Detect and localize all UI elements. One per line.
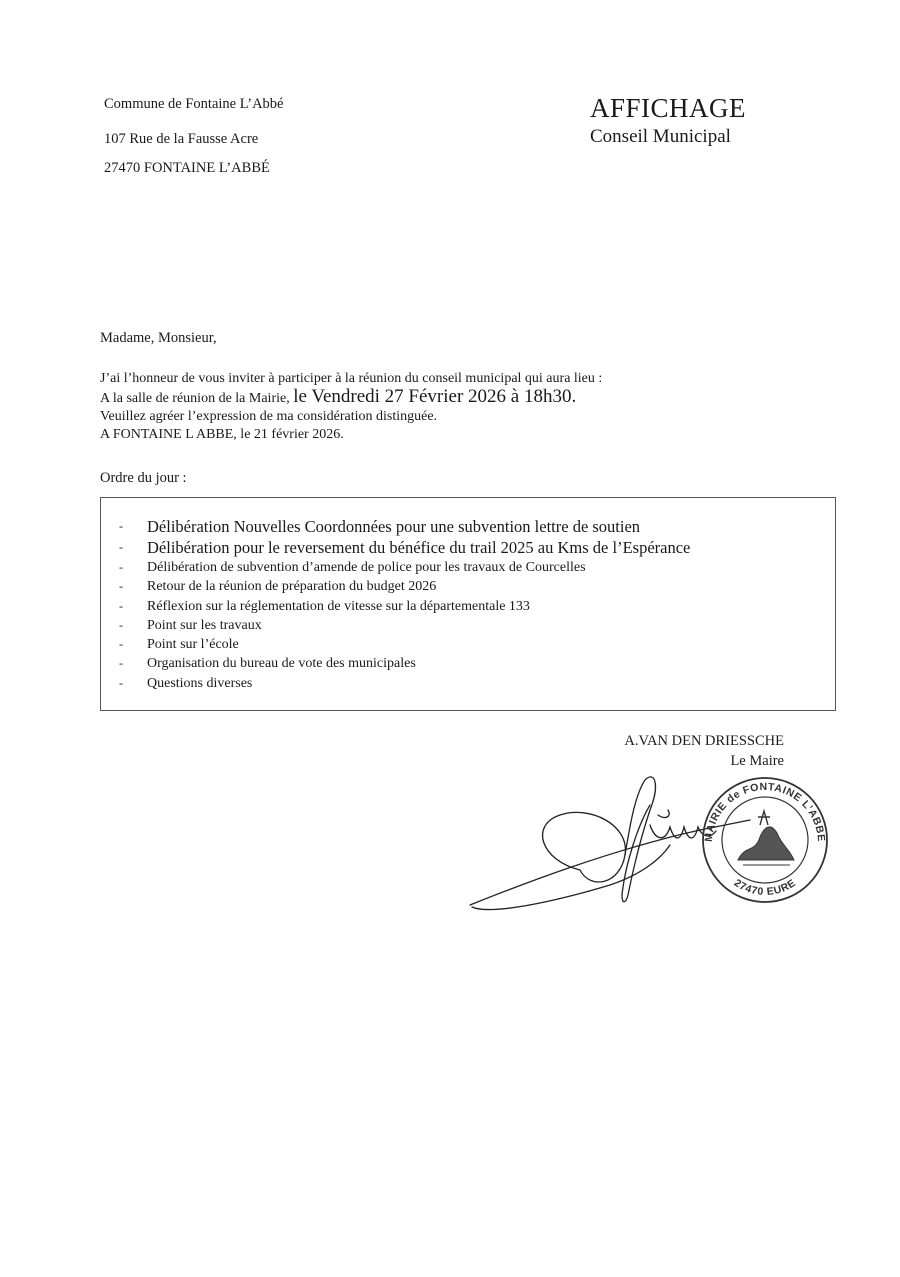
stamp-ring-top: MAIRIE de FONTAINE L’ABBE (702, 780, 828, 843)
invite-line: J’ai l’honneur de vous inviter à participer à la réunion du conseil municipal qui aura lieu : (100, 371, 603, 386)
salutation: Madame, Monsieur, (100, 330, 217, 346)
agenda-title: Ordre du jour : (100, 470, 187, 486)
bullet-dash: - (119, 540, 123, 554)
agenda-list (101, 498, 835, 693)
agenda-item: - Délibération Nouvelles Coordonnées pour une subvention lettre de soutien (119, 517, 641, 536)
bullet-dash: - (119, 579, 123, 594)
agenda-box (100, 497, 836, 711)
sender-address (104, 90, 283, 183)
letter-body (100, 370, 820, 444)
sender-city: 27470 FONTAINE L’ABBÉ (104, 160, 270, 176)
svg-text:27470 EURE (732, 877, 798, 898)
bullet-dash: - (119, 637, 123, 652)
bullet-dash: - (119, 656, 123, 671)
meeting-datetime: le Vendredi 27 Février 2026 à 18h30. (293, 386, 577, 407)
bullet-dash: - (119, 617, 123, 632)
agenda-item: - Organisation du bureau de vote des municipales (119, 654, 835, 673)
agenda-item: - Questions diverses (119, 674, 835, 693)
heading-title: AFFICHAGE (590, 93, 747, 123)
bullet-dash: - (119, 598, 123, 613)
meeting-place: A la salle de réunion de la Mairie, (100, 391, 290, 406)
agenda-item: - Point sur l’école (119, 635, 835, 654)
signer-name: A.VAN DEN DRIESSCHE (624, 733, 784, 749)
sender-street: 107 Rue de la Fausse Acre (104, 131, 259, 147)
bullet-dash: - (119, 675, 123, 690)
signature-and-stamp (460, 765, 840, 915)
mairie-stamp-icon (703, 778, 827, 902)
agenda-item: - Point sur les travaux (119, 616, 835, 635)
handwritten-signature (470, 777, 750, 910)
heading-subtitle: Conseil Municipal (590, 126, 731, 147)
sender-commune: Commune de Fontaine L’Abbé (104, 96, 284, 112)
agenda-item: - Retour de la réunion de préparation du budget 2026 (119, 577, 835, 596)
stamp-ring-bottom: 27470 EURE (731, 876, 799, 899)
closing-line: Veuillez agréer l’expression de ma considération distinguée. (100, 409, 438, 424)
bullet-dash: - (119, 560, 123, 574)
signer-role: Le Maire (730, 753, 784, 769)
meeting-line (100, 388, 820, 408)
agenda-item: - Réflexion sur la réglementation de vitesse sur la départementale 133 (119, 597, 835, 616)
document-heading (590, 92, 746, 150)
agenda-item: - Délibération pour le reversement du bénéfice du trail 2025 au Kms de l’Espérance (119, 538, 691, 557)
bullet-dash: - (119, 519, 123, 533)
location-date: A FONTAINE L ABBE, le 21 février 2026. (100, 427, 344, 442)
agenda-item: - Délibération de subvention d’amende de police pour les travaux de Courcelles (119, 558, 835, 577)
